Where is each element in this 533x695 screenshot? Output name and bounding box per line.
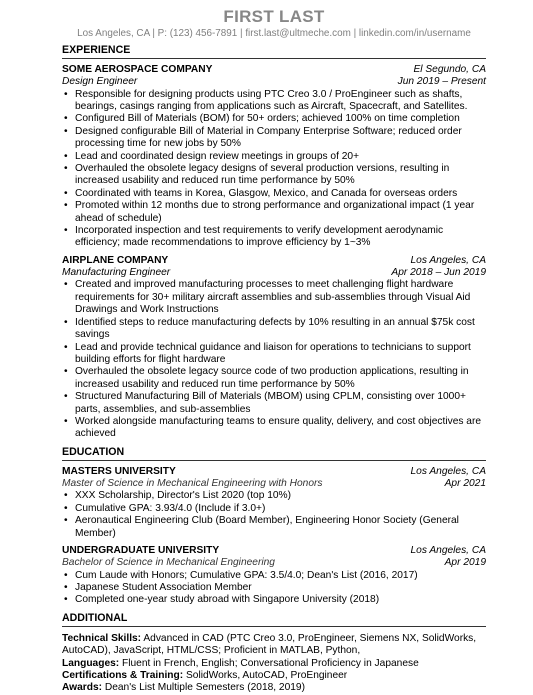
entry-org: AIRPLANE COMPANY	[62, 254, 169, 266]
bullet-text: Identified steps to reduce manufacturing defects by 10% resulting in an annual $75k cost savings	[75, 316, 475, 341]
bullet-item	[63, 416, 486, 441]
entry-dates: Apr 2018 – Jun 2019	[391, 267, 486, 279]
bullet-item	[63, 391, 486, 416]
bullet-dot-icon: •	[64, 279, 68, 291]
bullet-dot-icon: •	[64, 415, 68, 427]
bullet-dot-icon: •	[64, 113, 68, 125]
bullet-item	[63, 317, 486, 342]
bullet-item	[63, 163, 486, 188]
contact-line: Los Angeles, CA | P: (123) 456-7891 | first.last@ultmeche.com | linkedin.com/in/username	[77, 28, 471, 39]
bullet-text: Aeronautical Engineering Club (Board Member), Engineering Honor Society (General Member)	[75, 515, 459, 539]
additional-label: Awards:	[62, 682, 103, 694]
entry-org: SOME AEROSPACE COMPANY	[62, 64, 213, 75]
section-title-experience: EXPERIENCE	[62, 44, 486, 59]
bullet-text: Worked alongside manufacturing teams to ensure quality, delivery, and cost objectives are achieved	[75, 415, 482, 440]
additional-list	[62, 633, 486, 695]
bullet-dot-icon: •	[64, 391, 68, 403]
bullet-list	[63, 279, 486, 440]
additional-label: Languages:	[62, 657, 120, 669]
bullet-dot-icon: •	[64, 150, 68, 162]
bullet-text: Completed one-year study abroad with Singapore University (2018)	[75, 594, 380, 606]
entry-location: Los Angeles, CA	[410, 465, 486, 477]
bullet-dot-icon: •	[64, 200, 68, 212]
bullet-dot-icon: •	[64, 502, 68, 514]
bullet-text: XXX Scholarship, Director's List 2020 (top 10%)	[75, 490, 291, 502]
additional-text: Advanced in CAD (PTC Creo 3.0, ProEngineer, Siemens NX, SolidWorks, AutoCAD), JavaScript, HTML/CSS; Proficient in MATLAB, Python,	[62, 632, 477, 657]
bullet-text: Responsible for designing products using PTC Creo 3.0 / ProEngineer such as shafts, bearings, casings ranging from applications such as Aircraft, Spacecraft, and Satellites.	[75, 88, 468, 112]
bullet-dot-icon: •	[64, 569, 68, 581]
additional-item-languages	[62, 658, 486, 670]
bullet-item	[63, 89, 486, 114]
additional-label: Technical Skills:	[62, 632, 142, 644]
bullet-text: Created and improved manufacturing processes to meet challenging flight hardware requirements for 30+ military aircraft assemblies and sub-assemblies through Visual Aid Drawings and Work Instructions	[75, 279, 471, 316]
bullet-item	[63, 594, 486, 606]
bullet-item	[63, 342, 486, 367]
entry-role: Design Engineer	[62, 76, 138, 88]
bullet-text: Overhauled the obsolete legacy source code of two production applications, resulting in increased usability and reduced run time performance by 50%	[75, 366, 469, 390]
entry-dates: Apr 2019	[444, 557, 486, 569]
additional-text: SolidWorks, AutoCAD, ProEngineer	[185, 670, 348, 681]
entry-role: Manufacturing Engineer	[62, 267, 171, 279]
bullet-text: Promoted within 12 months due to strong performance and organizational impact (1 year ahead of schedule)	[75, 200, 475, 224]
bullet-dot-icon: •	[64, 225, 68, 237]
bullet-text: Cumulative GPA: 3.93/4.0 (Include if 3.0+)	[75, 502, 266, 514]
entry-org: MASTERS UNIVERSITY	[62, 465, 176, 477]
bullet-dot-icon: •	[64, 366, 68, 378]
bullet-text: Structured Manufacturing Bill of Materials (MBOM) using CPLM, consisting over 1000+ parts, assemblies, and sub-assemblies	[75, 391, 466, 415]
education-entry	[62, 545, 486, 607]
experience-entry	[62, 255, 486, 441]
entry-dates: Jun 2019 – Present	[397, 76, 486, 88]
additional-text: Dean's List Multiple Semesters (2018, 2019)	[104, 682, 305, 694]
bullet-dot-icon: •	[64, 594, 68, 606]
bullet-item	[63, 490, 486, 502]
bullet-item	[63, 515, 486, 540]
bullet-text: Designed configurable Bill of Material in Company Enterprise Software; reduced order processing time for new jobs by 50%	[75, 125, 462, 150]
bullet-dot-icon: •	[64, 125, 68, 137]
bullet-text: Configured Bill of Materials (BOM) for 50+ orders; achieved 100% on time completion	[75, 113, 460, 125]
bullet-item	[63, 151, 486, 163]
bullet-item	[63, 113, 486, 125]
bullet-item	[63, 503, 486, 515]
bullet-text: Lead and provide technical guidance and liaison for operations to technicians to support building efforts for flight hardware	[75, 341, 471, 365]
bullet-item	[63, 200, 486, 225]
bullet-item	[63, 126, 486, 151]
bullet-text: Cum Laude with Honors; Cumulative GPA: 3.5/4.0; Dean's List (2016, 2017)	[75, 569, 418, 581]
bullet-dot-icon: •	[64, 341, 68, 353]
additional-label: Certifications & Training:	[62, 670, 184, 681]
bullet-dot-icon: •	[64, 163, 68, 175]
entry-org: UNDERGRADUATE UNIVERSITY	[62, 544, 220, 556]
bullet-text: Lead and coordinated design review meetings in groups of 20+	[75, 150, 360, 162]
bullet-item	[63, 279, 486, 316]
bullet-dot-icon: •	[64, 187, 68, 199]
bullet-dot-icon: •	[64, 316, 68, 328]
bullet-item	[63, 188, 486, 200]
additional-item-certifications	[62, 670, 486, 682]
bullet-list	[63, 570, 486, 607]
bullet-text: Overhauled the obsolete legacy designs of several production versions, resulting in increased usability and reduced run time performance by 50%	[75, 163, 450, 187]
bullet-item	[63, 570, 486, 582]
bullet-item	[63, 366, 486, 391]
section-title-additional: ADDITIONAL	[62, 612, 486, 627]
bullet-list	[63, 89, 486, 250]
resume-name: FIRST LAST	[223, 7, 325, 26]
additional-item-awards	[62, 682, 486, 694]
bullet-text: Coordinated with teams in Korea, Glasgow, Mexico, and Canada for overseas orders	[75, 187, 458, 199]
entry-location: Los Angeles, CA	[410, 544, 486, 556]
bullet-text: Japanese Student Association Member	[75, 581, 252, 593]
experience-entry	[62, 64, 486, 250]
entry-location: Los Angeles, CA	[410, 254, 486, 266]
bullet-dot-icon: •	[64, 88, 68, 100]
entry-degree: Master of Science in Mechanical Engineering with Honors	[62, 478, 323, 490]
entry-location: El Segundo, CA	[413, 64, 486, 75]
bullet-text: Incorporated inspection and test requirements to verify development aerodynamic efficiency; made recommendations to improve efficiency by 1~3%	[75, 225, 444, 249]
bullet-dot-icon: •	[64, 490, 68, 502]
bullet-item	[63, 225, 486, 250]
bullet-item	[63, 582, 486, 594]
education-entry	[62, 466, 486, 540]
section-title-education: EDUCATION	[62, 446, 486, 461]
bullet-dot-icon: •	[64, 581, 68, 593]
additional-text: Fluent in French, English; Conversational Proficiency in Japanese	[122, 657, 419, 669]
additional-item-technical-skills	[62, 633, 486, 658]
entry-dates: Apr 2021	[444, 478, 486, 490]
bullet-dot-icon: •	[64, 515, 68, 527]
resume-page	[62, 0, 486, 695]
bullet-list	[63, 490, 486, 540]
entry-degree: Bachelor of Science in Mechanical Engineering	[62, 557, 275, 569]
